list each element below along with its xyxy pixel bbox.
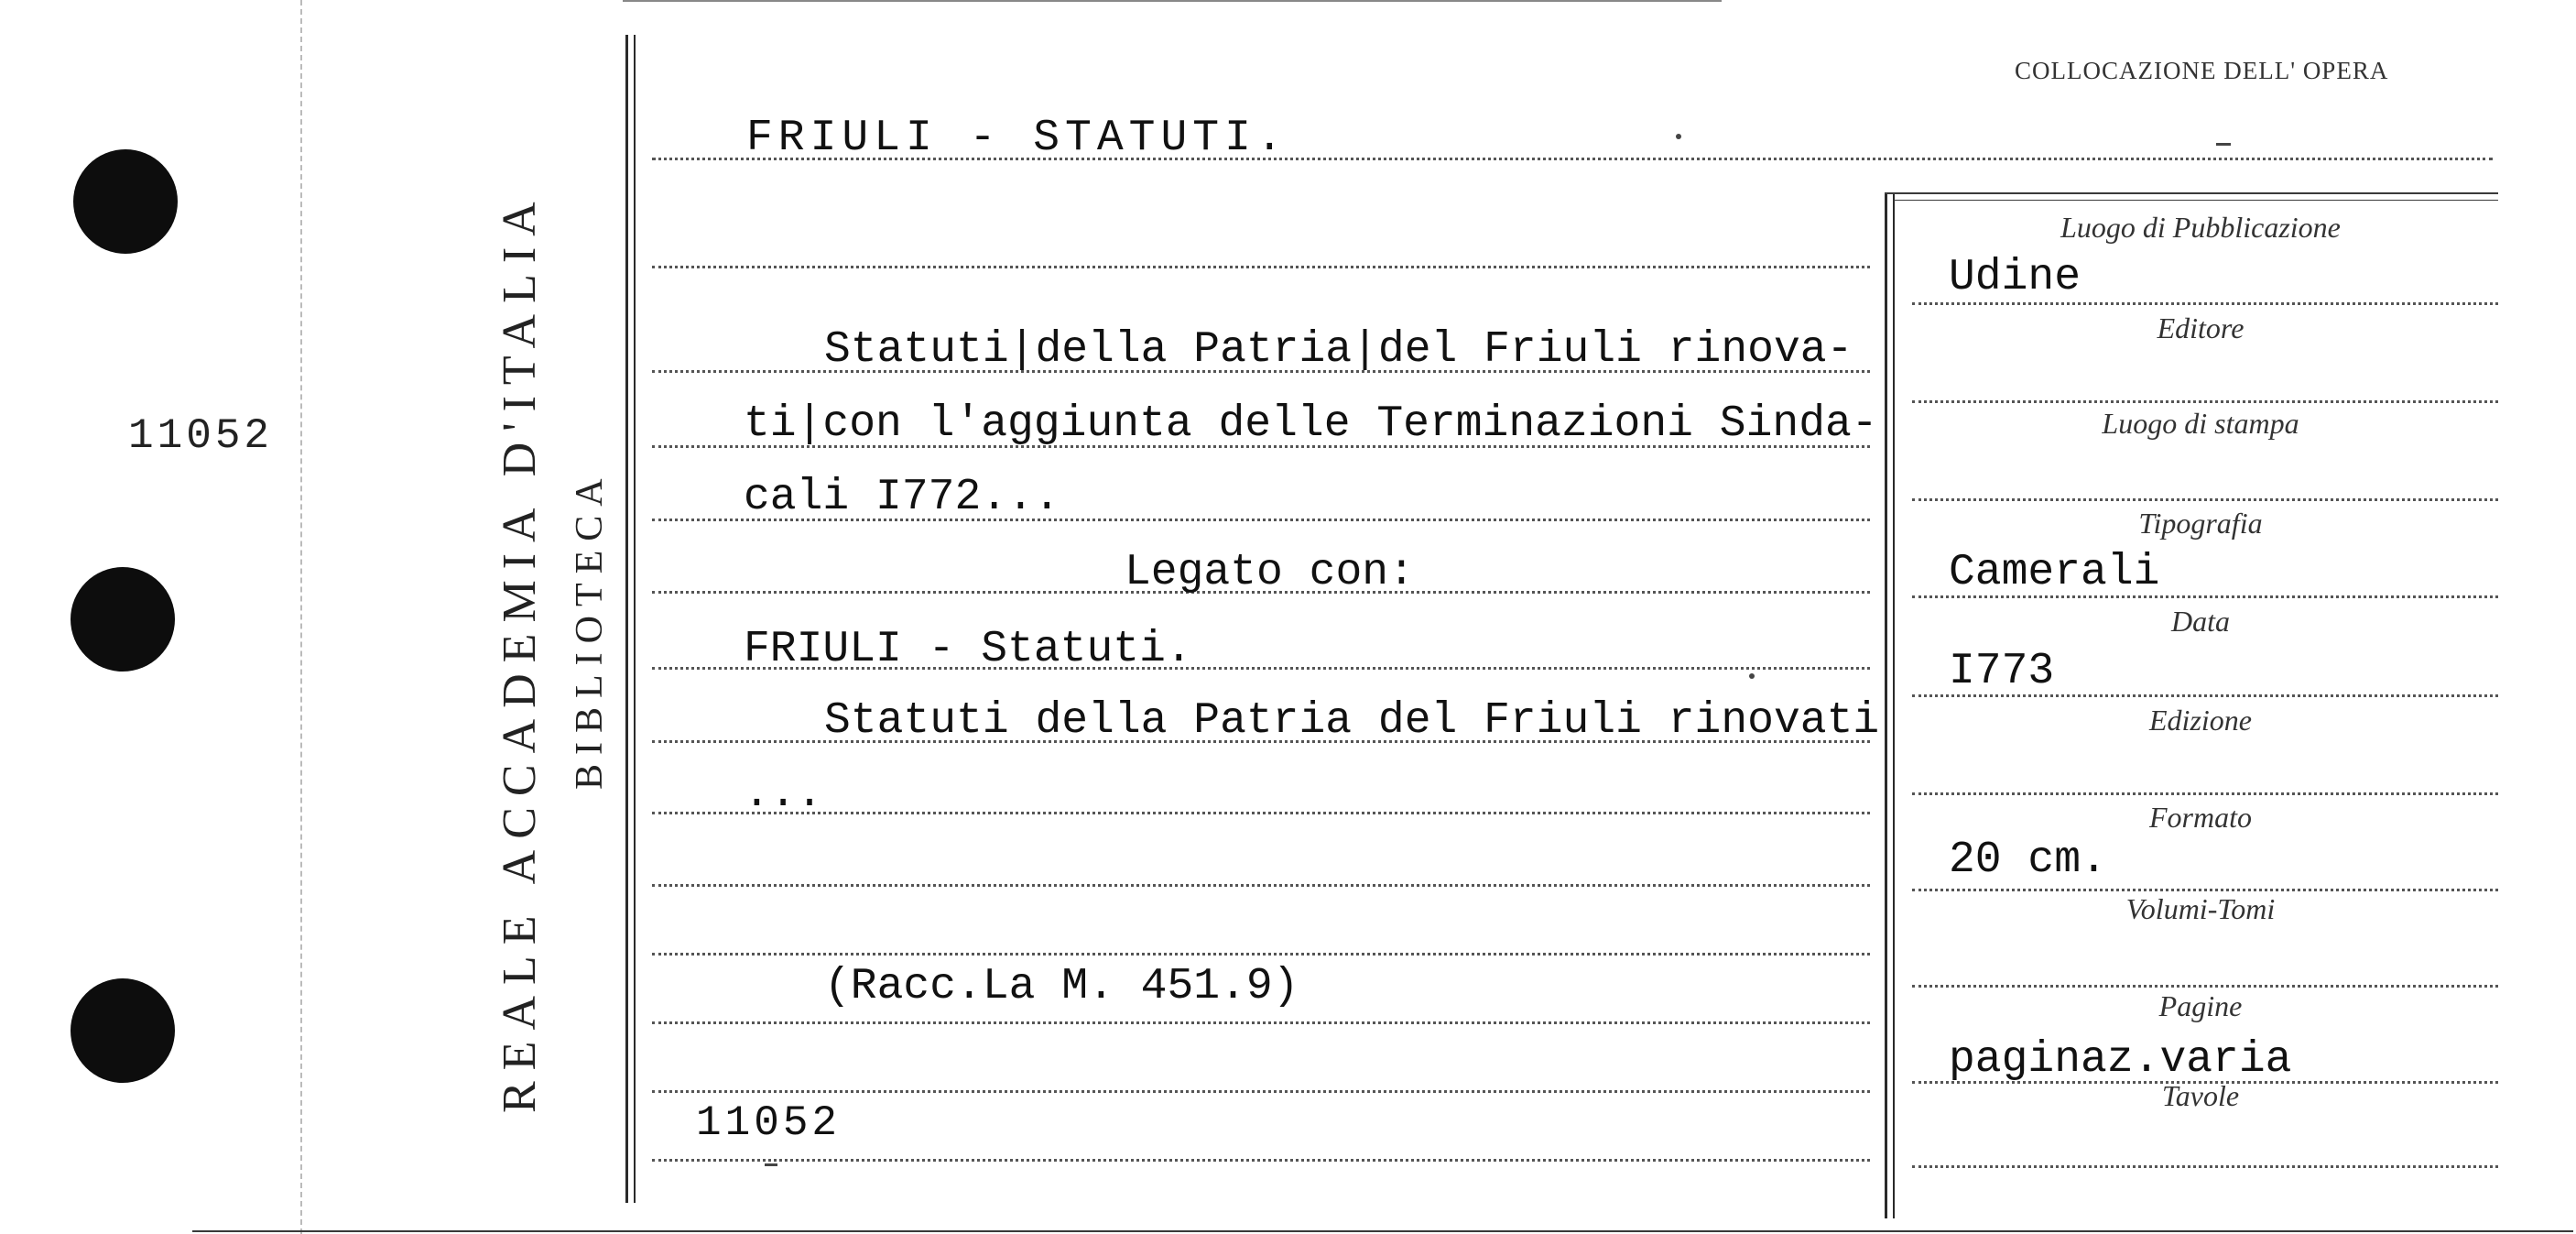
panel-rule-line bbox=[1912, 498, 2498, 501]
rule-line bbox=[652, 812, 1870, 814]
panel-rule-line bbox=[1912, 400, 2498, 403]
body-line-3: cali I772... bbox=[744, 473, 1060, 522]
punch-hole-bottom bbox=[71, 978, 175, 1083]
panel-vertical-rule-2 bbox=[1893, 192, 1895, 1218]
rule-line bbox=[652, 1021, 1870, 1024]
label-data: Data bbox=[2171, 605, 2230, 638]
body-line-4: Legato con: bbox=[1125, 548, 1415, 597]
panel-rule-line bbox=[1912, 792, 2498, 795]
panel-rule-line bbox=[1912, 889, 2498, 891]
inventory-number: 11052 bbox=[696, 1099, 842, 1147]
value-tipografia: Camerali bbox=[1949, 548, 2160, 597]
panel-top-rule-1 bbox=[1885, 192, 2498, 194]
card-heading: FRIULI - STATUTI. bbox=[746, 114, 1288, 163]
speck bbox=[1676, 134, 1681, 139]
label-volumi-tomi: Volumi-Tomi bbox=[2125, 892, 2276, 925]
rule-line bbox=[652, 266, 1870, 268]
speck bbox=[1749, 673, 1755, 679]
value-data: I773 bbox=[1949, 647, 2055, 696]
speck bbox=[2216, 143, 2231, 146]
rule-line bbox=[652, 1159, 1870, 1162]
margin-number: 11052 bbox=[128, 412, 274, 460]
institution-name: REALE ACCADEMIA D'ITALIA bbox=[494, 191, 546, 1113]
main-vertical-rule-2 bbox=[634, 35, 636, 1203]
label-luogo-stampa: Luogo di stampa bbox=[2102, 407, 2299, 440]
label-tavole: Tavole bbox=[2161, 1079, 2240, 1112]
panel-top-rule-2 bbox=[1894, 200, 2498, 201]
rule-line bbox=[652, 884, 1870, 887]
punch-hole-top bbox=[73, 149, 178, 254]
body-line-5: FRIULI - Statuti. bbox=[744, 625, 1192, 674]
body-line-6: Statuti della Patria del Friuli rinovati bbox=[824, 696, 1880, 746]
label-formato: Formato bbox=[2149, 801, 2252, 834]
institution-department: BIBLIOTECA bbox=[569, 469, 611, 790]
label-luogo-pubblicazione: Luogo di Pubblicazione bbox=[2060, 211, 2341, 244]
left-guide-line bbox=[300, 0, 302, 1234]
card-bottom-edge bbox=[192, 1230, 2573, 1232]
label-pagine: Pagine bbox=[2158, 989, 2243, 1022]
panel-rule-line bbox=[1912, 302, 2498, 305]
body-line-7: ... bbox=[744, 770, 823, 819]
value-luogo-pubblicazione: Udine bbox=[1949, 253, 2081, 302]
body-line-1: Statuti|della Patria|del Friuli rinova- bbox=[824, 325, 1853, 375]
panel-rule-line bbox=[1912, 1165, 2498, 1168]
speck bbox=[765, 1163, 777, 1166]
card-top-edge bbox=[623, 0, 1722, 2]
collocazione-label: COLLOCAZIONE DELL' OPERA bbox=[2015, 57, 2389, 84]
value-formato: 20 cm. bbox=[1949, 835, 2107, 885]
rule-line bbox=[652, 1090, 1870, 1093]
rule-line bbox=[652, 953, 1870, 956]
label-edizione: Edizione bbox=[2149, 704, 2252, 737]
shelfmark: (Racc.La M. 451.9) bbox=[824, 962, 1299, 1011]
main-vertical-rule-1 bbox=[625, 35, 628, 1203]
panel-vertical-rule-1 bbox=[1885, 192, 1887, 1218]
punch-hole-middle bbox=[71, 567, 175, 672]
label-tipografia: Tipografia bbox=[2138, 507, 2263, 540]
value-pagine: paginaz.varia bbox=[1949, 1035, 2292, 1085]
panel-rule-line bbox=[1912, 985, 2498, 988]
label-editore: Editore bbox=[2157, 311, 2244, 344]
body-line-2: ti|con l'aggiunta delle Terminazioni Sinda- bbox=[744, 399, 1878, 449]
